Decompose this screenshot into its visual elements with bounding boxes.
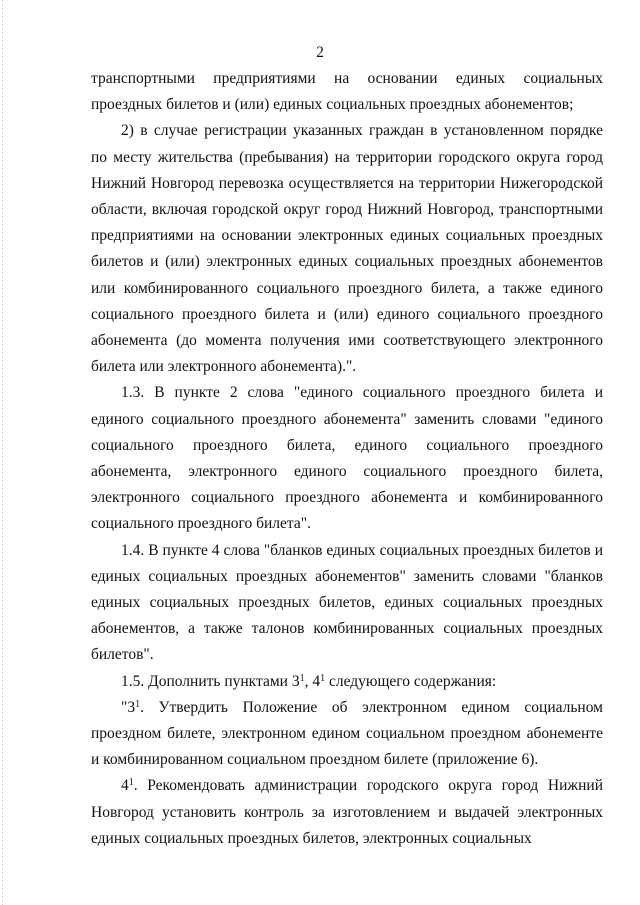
p7-before: 4	[121, 777, 129, 795]
p5-before: 1.5. Дополнить пунктами 3	[121, 672, 300, 690]
p5-after: следующего содержания:	[325, 672, 497, 690]
p6-after: . Утвердить Положение об электронном едином социальном проездном билете, электронном едином социальном проездном абонементе и комбинированном социальном проездном билете (приложение 6).	[91, 698, 603, 769]
paragraph-3-1	[91, 695, 603, 774]
p5-mid: , 4	[304, 672, 321, 690]
page-number: 2	[316, 44, 324, 61]
scan-margin-dots	[2, 0, 3, 905]
p6-sup: 1	[135, 698, 141, 710]
paragraph-1-4: 1.4. В пункте 4 слова "бланков единых социальных проездных билетов и единых социальных проездных абонементов" заменить словами "бланков единых социальных проездных билетов, единых социальных проездных абонементов, а также талонов комбинированных социальных проездных билетов".	[91, 541, 603, 664]
paragraph-item-2: 2) в случае регистрации указанных граждан в установленном порядке по месту жительства (пребывания) на территории городского округа город Нижний Новгород перевозка осуществляется на территории Нижегородской области, включая городской округ город Нижний Новгород, транспортными предприятиями на основании электронных единых социальных проездных билетов и (или) электронных единых социальных проездных абонементов или комбинированного социального проездного билета, а также единого социального проездного билета и (или) единого социального проездного абонемента (до момента получения ими соответствующего электронного билета или электронного абонемента).".	[91, 122, 603, 376]
paragraph-1-3: 1.3. В пункте 2 слова "единого социального проездного билета и единого социального проездного абонемента" заменить словами "единого социального проездного билета, единого социального проездного абонемента, электронного единого социального проездного билета, электронного социального проездного абонемента и комбинированного социального проездного билета".	[91, 384, 603, 533]
p7-after: . Рекомендовать администрации городского округа город Нижний Новгород установить контроль за изготовлением и выдачей электронных единых социальных проездных билетов, электронных социальных	[91, 777, 603, 847]
paragraph-1-5	[91, 669, 603, 695]
paragraph-4-1	[91, 773, 603, 852]
document-body	[91, 66, 603, 852]
p7-sup: 1	[128, 777, 134, 789]
p5-sup2: 1	[320, 672, 326, 684]
paragraph-continuation: транспортными предприятиями на основании единых социальных проездных билетов и (или) единых социальных проездных абонементов;	[91, 70, 603, 114]
p5-sup1: 1	[299, 672, 305, 684]
p6-before: "3	[121, 698, 136, 716]
